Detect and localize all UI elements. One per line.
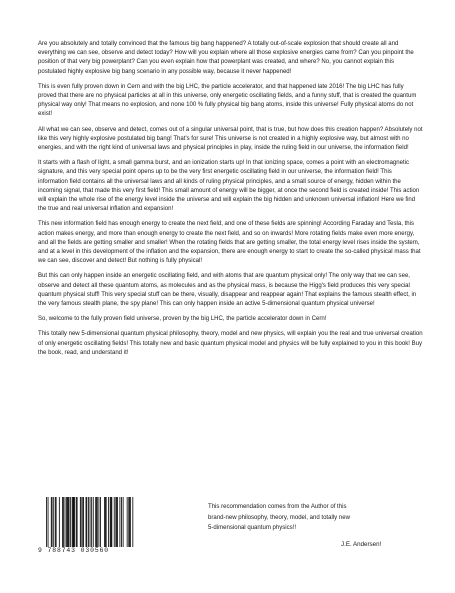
barcode-bar: [100, 497, 101, 547]
barcode-bar: [69, 497, 70, 547]
barcode-bar: [72, 497, 73, 547]
barcode-bar: [51, 497, 52, 547]
barcode-bar: [108, 497, 109, 547]
paragraph-flash-of-light: It starts with a flash of light, a small gamma burst, and an ionization starts up! In that ionizing space, comes a point with an electromagnetic signature, and this very special point opens up to be the very first energetic oscillating field in our universe, the information field! This information field contains all the universal laws and all kinds of ruling physical principles, and a small source of energy, hidden within the incoming signal, that made this very first field! This small amount of energy will be bigger, at once the second field is created inside! This action will explain the whole rise of the energy level inside the universe and will explain the big hidden and unknown universal inflation! Here we find the true and real universal inflation and expansion!: [38, 160, 420, 213]
barcode-bars: [46, 497, 134, 549]
paragraph-cern-lhc: This is even fully proven down in Cern and with the big LHC, the particle accelerator, and that happened late 2016! The big LHC has fully proved that there are no physical particles at all in this universe, only energetic oscillating fields, and a funny stuff, that is created the quantum physical way only! That means no explosion, and none 100 % fully physical big bang atoms, inside this universe! Fully physical atoms do not exist!: [38, 83, 417, 118]
barcode-bar: [116, 497, 117, 547]
barcode-bar: [59, 497, 60, 547]
barcode-bar: [63, 497, 64, 547]
barcode-bar: [55, 497, 56, 547]
isbn-barcode: [38, 497, 134, 557]
barcode-bar: [104, 497, 105, 547]
paragraph-information-field: This new information field has enough energy to create the next field, and one of these fields are spinning! According Faraday and Tesla, this action makes energy, and more than enough energy to create the next field, and so on inwards! More rotating fields make even more energy, and all the fields are getting smaller and smaller! When the rotating fields that are getting smaller, the total energy level rises inside the system, and at a level in this development of the inflation and the expansion, there are enough energy to start to create the so-called physical mass that we can see, discover and detect! But nothing is fully physical!: [38, 221, 421, 265]
barcode-bar: [88, 497, 89, 547]
barcode-bar: [115, 497, 116, 547]
paragraph-higgs-field: But this can only happen inside an energetic oscillating field, and with atoms that are quantum physical only! The only way that we can see, observe and detect all these quantum atoms, as molecules and as the physical mass, is because the Higg's field produces this very special quantum physical stuff! This very special stuff can be there, visually, disappear and reappear again! That explains the famous stealth effect, in the very famous stealth plane, the spy plane! This can only happen inside an active 5-dimensional quantum physical universe!: [38, 273, 417, 308]
paragraph-singular-point: All what we can see, observe and detect, comes out of a singular universal point, that is true, but how does this creation happen? Absolutely not like this very highly explosive postulated big bang! That's for sure! This universe is not created in a highly explosive way, but almost with no energies, and with the right kind of universal laws and physical principles in play, inside the ruling field in our universe, the information field!: [38, 126, 423, 152]
barcode-bar: [68, 497, 69, 547]
barcode-bar: [91, 497, 92, 547]
barcode-bar: [105, 497, 106, 547]
barcode-bar: [106, 497, 107, 547]
barcode-bar: [86, 497, 87, 547]
barcode-bar: [96, 497, 97, 547]
recommendation-line-2: brand-new philosophy, theory, model, and totally new: [208, 514, 350, 521]
barcode-bar: [80, 497, 81, 547]
paragraph-big-bang-question: Are you absolutely and totally convinced that the famous big bang happened? A totally out-of-scale explosion that should create all and everything we can see, observe and detect today? How will you explain where all those explosive energies came from? Can you pinpoint the position of that very big powerplant? Can you even explain how that powerplant was created, and where? No, you cannot explain this postulated highly explosive big bang scenario in any possible way, because it never happened!: [38, 41, 414, 75]
barcode-bar: [76, 497, 77, 547]
barcode-bar: [111, 497, 112, 547]
recommendation-line-1: This recommendation comes from the Author of this: [208, 504, 347, 510]
barcode-bar: [73, 497, 74, 547]
barcode-bar: [83, 497, 84, 547]
barcode-bar: [130, 497, 131, 547]
barcode-bar: [73, 497, 74, 547]
barcode-bar: [52, 497, 53, 547]
barcode-bar: [95, 497, 96, 547]
barcode-bar: [86, 497, 87, 547]
author-name: J.E. Andersen!: [341, 541, 382, 548]
barcode-bar: [53, 497, 54, 547]
recommendation-line-3: 5-dimensional quantum physics!!: [208, 525, 297, 531]
paragraph-buy-the-book: This totally new 5-dimensional quantum physical philosophy, theory, model and new physics, will explain you the real and true universal creation of only energetic oscillating fields! This totally new and basic quantum physical model and physics will be fully explained to you in this book! Buy the book, read, and understand it!: [38, 331, 423, 356]
barcode-bar: [66, 497, 67, 547]
barcode-bar: [97, 497, 98, 547]
barcode-bar: [114, 497, 115, 547]
barcode-bar: [119, 497, 120, 547]
barcode-bar: [46, 497, 47, 547]
barcode-bar: [67, 497, 68, 547]
back-cover-text: [38, 40, 423, 364]
barcode-bar: [62, 497, 63, 547]
author-recommendation: [208, 502, 428, 534]
barcode-bar: [81, 497, 82, 547]
barcode-bar: [65, 497, 66, 547]
barcode-bar: [90, 497, 91, 547]
barcode-bar: [117, 497, 118, 547]
isbn-digits: 9 788743 030560: [38, 547, 110, 554]
barcode-bar: [74, 497, 75, 547]
barcode-bar: [121, 497, 122, 547]
paragraph-welcome: So, welcome to the fully proven field universe, proven by the big LHC, the particle accelerator down in Cern!: [38, 316, 327, 323]
barcode-bar: [56, 497, 57, 547]
barcode-bar: [77, 497, 78, 547]
barcode-bar: [128, 497, 129, 547]
barcode-bar: [70, 497, 71, 547]
barcode-bar: [132, 497, 133, 547]
barcode-bar: [98, 497, 99, 547]
barcode-bar: [129, 497, 130, 547]
barcode-bar: [48, 497, 49, 547]
barcode-bar: [82, 497, 83, 547]
barcode-bar: [111, 497, 112, 547]
barcode-bar: [123, 497, 124, 547]
barcode-bar: [127, 497, 128, 547]
barcode-bar: [93, 497, 94, 547]
barcode-bar: [110, 497, 111, 547]
